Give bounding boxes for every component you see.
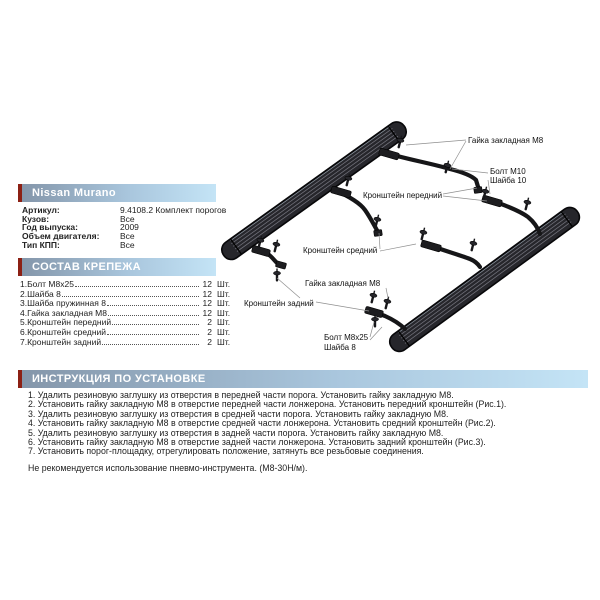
part-name: Кронштейн передний: [27, 317, 112, 328]
part-qty: 12: [202, 298, 212, 309]
info-value: Все: [120, 231, 135, 242]
instruction-step: 6. Установить гайку закладную М8 в отверстие задней части лонжерона. Установить задний кронштейн (Рис.3).: [28, 437, 486, 448]
instruction-step: 3. Удалить резиновую заглушку из отверстия в средней части порога. Установить гайку закладную М8.: [28, 408, 449, 419]
list-item: [20, 337, 237, 347]
list-item: [20, 279, 237, 289]
callout-bolt-m8: Болт М8х25: [324, 333, 369, 342]
dotted-leader: [112, 324, 199, 325]
part-name: Гайка закладная М8: [27, 307, 107, 318]
part-qty: 2: [207, 336, 212, 347]
part-qty: 12: [202, 307, 212, 318]
instruction-step: 7. Установить порог-площадку, отрегулировать положение, затянуть все резьбовые соединения.: [28, 446, 424, 457]
front-bracket-arm-right: [481, 195, 540, 234]
callout-bolt-m10: Болт М10: [490, 167, 526, 176]
info-label: Объем двигателя:: [22, 231, 100, 242]
info-value: Все: [120, 213, 135, 224]
info-label: Тип КПП:: [22, 239, 60, 250]
part-unit: Шт.: [217, 298, 231, 309]
part-name: Кронштейн средний: [27, 326, 107, 337]
part-unit: Шт.: [217, 279, 231, 289]
part-number: 4.: [20, 307, 28, 318]
info-label: Артикул:: [22, 205, 60, 215]
info-value: 2009: [120, 222, 139, 233]
part-qty: 2: [207, 326, 212, 337]
part-name: Шайба пружинная 8: [27, 298, 106, 309]
info-label: Кузов:: [22, 213, 50, 224]
callout-bracket-front: Кронштейн передний: [363, 191, 443, 200]
part-name: Болт М8х25: [27, 279, 74, 289]
dotted-leader: [102, 344, 199, 345]
info-value: 9.4108.2 Комплект порогов: [120, 205, 227, 215]
part-unit: Шт.: [217, 326, 231, 337]
part-number: 3.: [20, 298, 28, 309]
part-number: 7.: [20, 336, 28, 347]
part-name: Кронштейн задний: [27, 336, 102, 347]
instruction-step: 1. Удалить резиновую заглушку из отверстия в передней части порога. Установить гайку закладную М8.: [28, 390, 454, 400]
instructions-title: ИНСТРУКЦИЯ ПО УСТАНОВКЕ: [32, 373, 206, 385]
product-title-band: [18, 184, 216, 202]
part-name: Шайба 8: [27, 288, 61, 299]
part-number: 2.: [20, 288, 28, 299]
info-value: Все: [120, 239, 135, 250]
part-qty: 2: [207, 317, 212, 328]
part-unit: Шт.: [217, 288, 231, 299]
tool-warning-note: Не рекомендуется использование пневмо-инструмента. (М8-30Н/м).: [28, 463, 308, 473]
instruction-step: 5. Удалить резиновую заглушку из отверстия в задней части порога. Установить гайку закладную М8.: [28, 427, 444, 438]
dotted-leader: [75, 286, 199, 287]
part-qty: 12: [202, 279, 212, 289]
dotted-leader: [108, 315, 199, 316]
instruction-step: 4. Установить гайку закладную М8 в отверстие средней части лонжерона. Установить средний кронштейн (Рис.2).: [28, 418, 496, 429]
instructions-title-band: [18, 370, 588, 388]
callout-nut-bottom: Гайка закладная М8: [305, 279, 381, 288]
part-number: 5.: [20, 317, 28, 328]
instruction-steps: [28, 391, 590, 457]
callout-washer-8: Шайба 8: [324, 343, 356, 352]
callout-nut-top: Гайка закладная М8: [468, 136, 544, 145]
dotted-leader: [107, 305, 199, 306]
rear-bracket-left: [251, 245, 286, 269]
part-number: 6.: [20, 326, 28, 337]
callout-bracket-middle: Кронштейн средний: [303, 246, 378, 255]
part-unit: Шт.: [217, 336, 231, 347]
rear-bracket-arm-right: [364, 306, 405, 329]
instruction-step: 2. Установить гайку закладную М8 в отверстие передней части лонжерона. Установить передний кронштейн (Рис.1).: [28, 399, 507, 410]
callout-bracket-rear: Кронштейн задний: [244, 299, 314, 308]
list-item: [20, 327, 237, 337]
part-unit: Шт.: [217, 317, 231, 328]
dotted-leader: [62, 296, 199, 297]
hardware-list: [20, 279, 237, 346]
part-unit: Шт.: [217, 307, 231, 318]
dotted-leader: [107, 334, 199, 335]
callout-washer-10: Шайба 10: [490, 176, 527, 185]
part-number: 1.: [20, 279, 28, 289]
exploded-diagram: [215, 95, 600, 370]
list-item: [20, 317, 237, 327]
list-item: [20, 289, 237, 299]
list-item: [20, 298, 237, 308]
product-title: Nissan Murano: [32, 187, 117, 199]
hardware-title-band: [18, 258, 216, 276]
info-label: Год выпуска:: [22, 222, 78, 233]
hardware-title: СОСТАВ КРЕПЕЖА: [32, 261, 141, 273]
part-qty: 12: [202, 288, 212, 299]
running-board-right: [386, 204, 583, 355]
list-item: [20, 308, 237, 318]
